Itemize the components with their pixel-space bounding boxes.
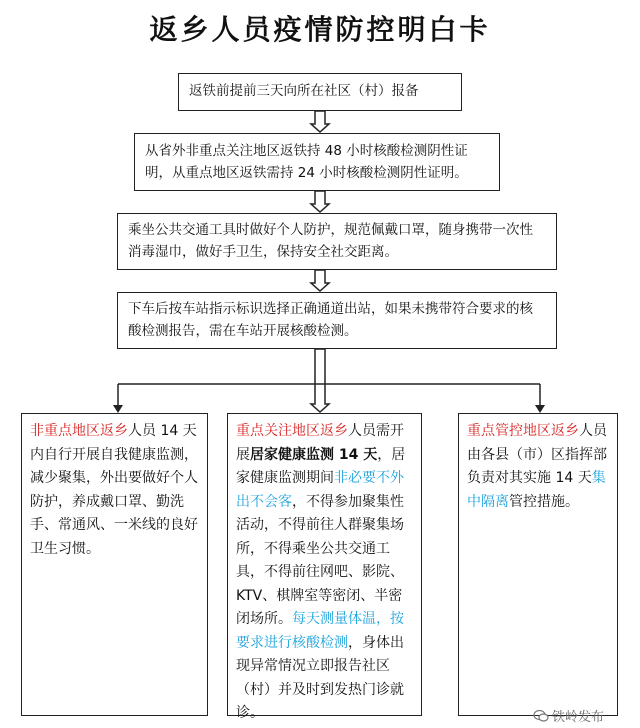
controlled-area-text-1: 人员由各县（市）区指挥部负责对其实施 14 天 bbox=[467, 423, 607, 486]
key-area-text-1: 人员需开展 bbox=[236, 423, 404, 463]
arrow-step3-step4 bbox=[311, 270, 329, 291]
controlled-area-isolation: 集中隔离 bbox=[467, 470, 606, 510]
watermark-text: 铁岭发布 bbox=[552, 710, 605, 725]
key-area-text-3: ，不得参加聚集性活动，不得前往人群聚集场所，不得乘坐公共交通工具，不得前往网吧、影院、KTV、棋牌室等密闭、半密闭场所。 bbox=[236, 493, 404, 627]
source-watermark bbox=[533, 706, 604, 725]
wechat-icon bbox=[533, 708, 549, 724]
key-area-no-outing: 非必要不外出不会客 bbox=[236, 470, 404, 510]
step-nucleic-certificate: 从省外非重点关注地区返铁持 48 小时核酸检测阴性证明，从重点地区返铁需持 24 小时核酸检测阴性证明。 bbox=[134, 133, 500, 191]
non-key-area-text: 人员 14 天内自行开展自我健康监测，减少聚集，外出要做好个人防护，养成戴口罩、勤洗手、常通风、一米线的良好卫生习惯。 bbox=[30, 423, 198, 557]
card-title: 返乡人员疫情防控明白卡 bbox=[149, 13, 491, 46]
controlled-area-card bbox=[458, 413, 618, 716]
step-transport-protection: 乘坐公共交通工具时做好个人防护，规范佩戴口罩，随身携带一次性消毒湿巾，做好手卫生，保持安全社交距离。 bbox=[117, 213, 557, 270]
arrow-step1-step2 bbox=[311, 111, 329, 132]
non-key-area-card bbox=[21, 413, 208, 716]
key-area-text-4: ，身体出现异常情况立即报告社区（村）并及时到发热门诊就诊。 bbox=[236, 634, 404, 721]
key-area-temperature: 每天测量体温，按要求进行核酸检测 bbox=[236, 611, 404, 651]
step-station-exit: 下车后按车站指示标识选择正确通道出站，如果未携带符合要求的核酸检测报告，需在车站开展核酸检测。 bbox=[117, 292, 557, 349]
arrow-step2-step3 bbox=[311, 191, 329, 212]
arrow-step4-branch bbox=[311, 349, 329, 412]
controlled-area-text-2: 管控措施。 bbox=[509, 493, 579, 510]
key-area-home-monitoring: 居家健康监测 14 天 bbox=[250, 446, 378, 463]
key-area-text-2: ，居家健康监测期间 bbox=[236, 446, 406, 486]
key-area-heading: 重点关注地区返乡 bbox=[236, 423, 348, 439]
arrowhead-right bbox=[535, 405, 545, 413]
arrowhead-left bbox=[113, 405, 123, 413]
controlled-area-heading: 重点管控地区返乡 bbox=[467, 423, 579, 439]
step-report: 返铁前提前三天向所在社区（村）报备 bbox=[178, 73, 462, 111]
key-area-card bbox=[227, 413, 422, 721]
non-key-area-heading: 非重点地区返乡 bbox=[30, 423, 128, 439]
